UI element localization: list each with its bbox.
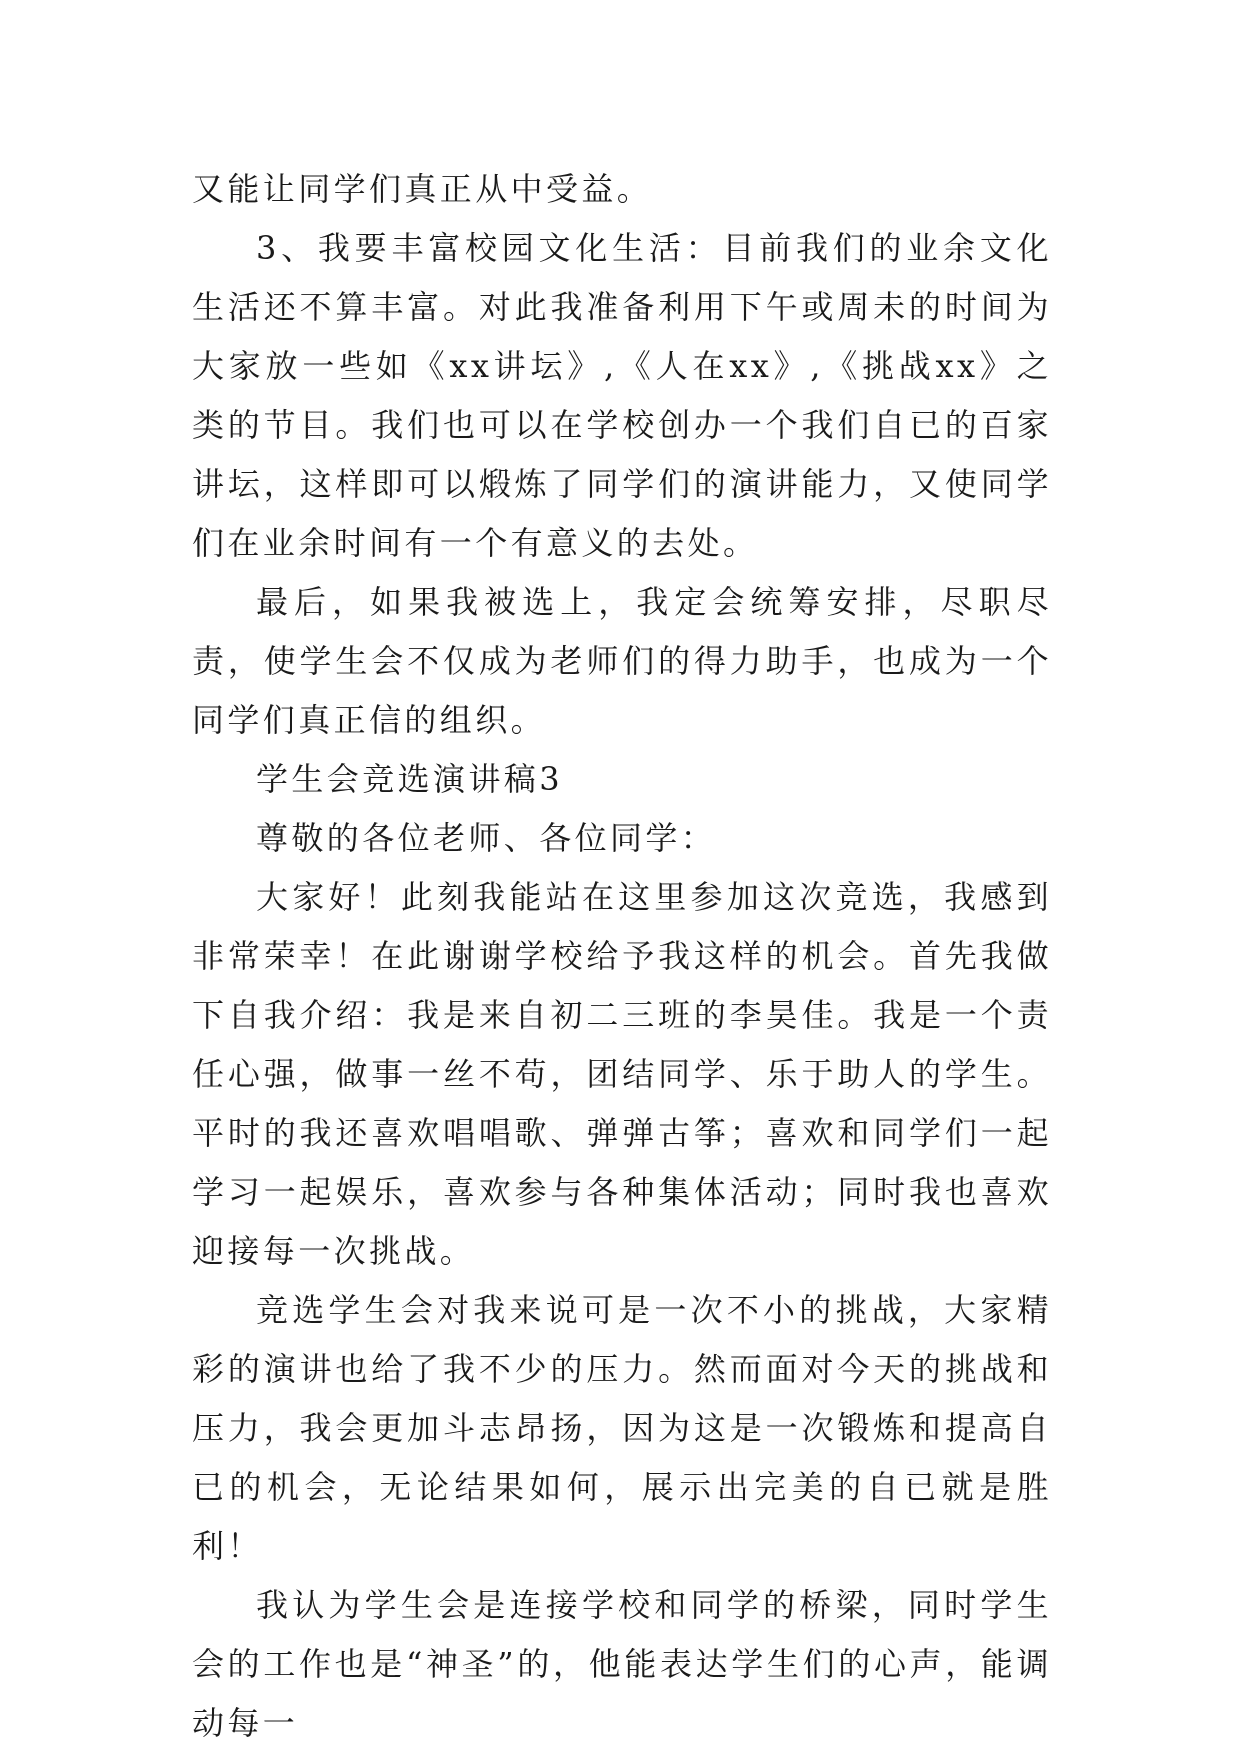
paragraph: 又能让同学们真正从中受益。 xyxy=(192,170,653,208)
paragraph: 我认为学生会是连接学校和同学的桥梁，同时学生会的工作也是“神圣”的，他能表达学生们的心声，能调动每一 xyxy=(192,1586,1052,1742)
salutation: 尊敬的各位老师、各位同学： xyxy=(256,819,717,857)
paragraph: 竞选学生会对我来说可是一次不小的挑战，大家精彩的演讲也给了我不少的压力。然而面对今天的挑战和压力，我会更加斗志昂扬，因为这是一次锻炼和提高自已的机会，无论结果如何，展示出完美的自已就是胜利！ xyxy=(192,1291,1052,1565)
document-body xyxy=(192,160,1052,1753)
section-heading: 学生会竞选演讲稿3 xyxy=(256,760,563,798)
paragraph: 最后，如果我被选上，我定会统筹安排，尽职尽责，使学生会不仅成为老师们的得力助手，也成为一个同学们真正信的组织。 xyxy=(192,583,1052,739)
paragraph: 大家好！此刻我能站在这里参加这次竞选，我感到非常荣幸！在此谢谢学校给予我这样的机会。首先我做下自我介绍：我是来自初二三班的李昊佳。我是一个责任心强，做事一丝不苟，团结同学、乐于助人的学生。平时的我还喜欢唱唱歌、弹弹古筝；喜欢和同学们一起学习一起娱乐，喜欢参与各种集体活动；同时我也喜欢迎接每一次挑战。 xyxy=(192,878,1052,1270)
paragraph: 3、我要丰富校园文化生活：目前我们的业余文化生活还不算丰富。对此我准备利用下午或周未的时间为大家放一些如《xx讲坛》,《人在xx》,《挑战xx》之类的节目。我们也可以在学校创办一个我们自已的百家讲坛，这样即可以煅炼了同学们的演讲能力，又使同学们在业余时间有一个有意义的去处。 xyxy=(192,229,1052,562)
